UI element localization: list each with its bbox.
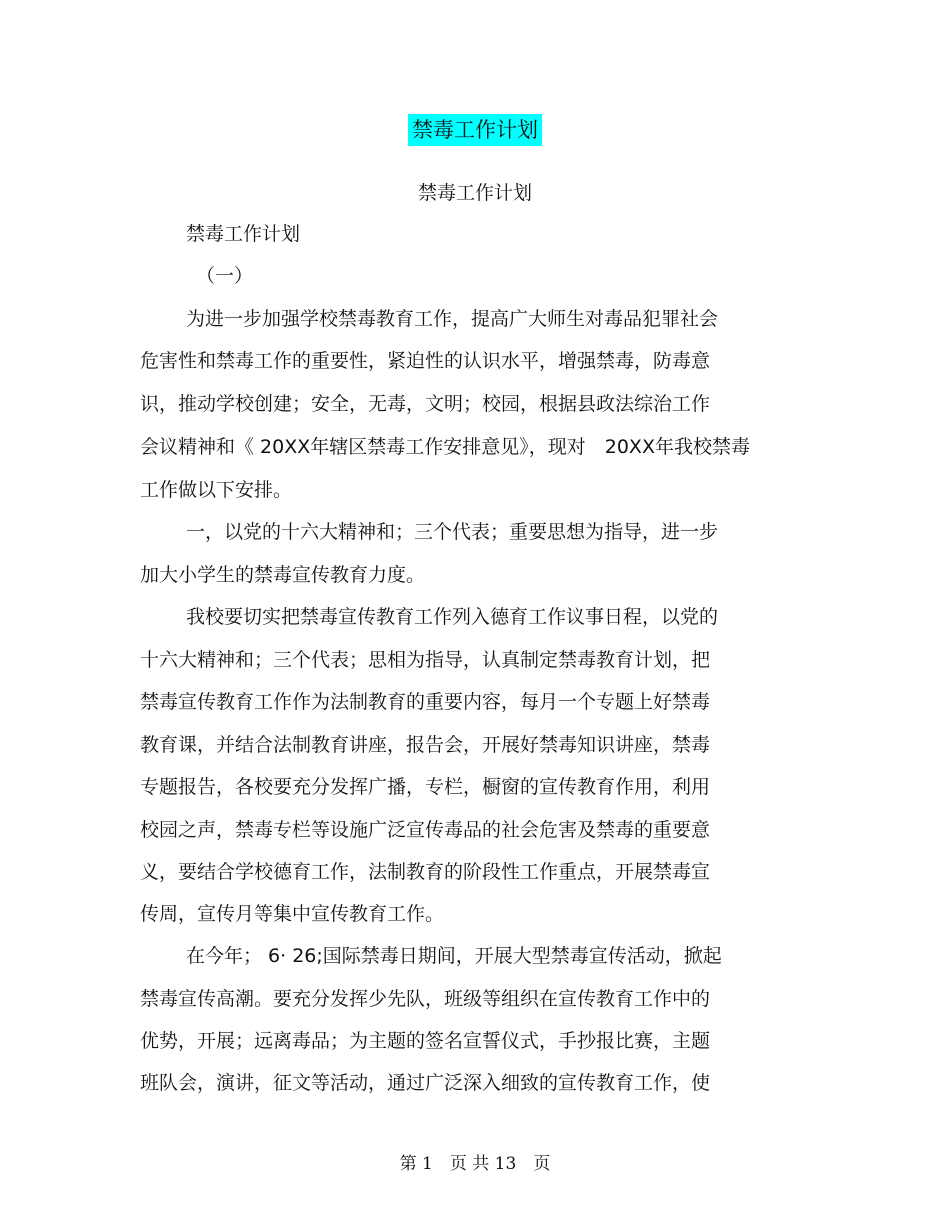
heading-line: 禁毒工作计划 — [186, 223, 301, 245]
paragraph-line: 在今年； 6· 26;国际禁毒日期间，开展大型禁毒宣传活动，掀起 — [186, 945, 722, 967]
paragraph-line: 教育课，并结合法制教育讲座，报告会，开展好禁毒知识讲座，禁毒 — [140, 734, 711, 756]
document-subtitle: 禁毒工作计划 — [417, 182, 532, 204]
page-footer: 第 1 页 共 13 页 — [399, 1154, 551, 1174]
paragraph-line: 我校要切实把禁毒宣传教育工作列入德育工作议事日程，以党的 — [186, 606, 719, 628]
paragraph-line: 专题报告，各校要充分发挥广播，专栏，橱窗的宣传教育作用，利用 — [140, 776, 711, 798]
paragraph-line: 禁毒宣传教育工作作为法制教育的重要内容，每月一个专题上好禁毒 — [140, 691, 711, 713]
paragraph-line: 识，推动学校创建；安全，无毒，文明；校园，根据县政法综治工作 — [140, 393, 711, 415]
paragraph-line: 工作做以下安排。 — [140, 479, 293, 501]
document-title: 禁毒工作计划 — [408, 114, 542, 146]
paragraph-line: 传周，宣传月等集中宣传教育工作。 — [140, 903, 445, 925]
paragraph-line: 危害性和禁毒工作的重要性，紧迫性的认识水平，增强禁毒，防毒意 — [140, 350, 711, 372]
paragraph-line: 会议精神和《 20XX年辖区禁毒工作安排意见》，现对 20XX年我校禁毒 — [140, 436, 750, 458]
title-wrap — [0, 114, 950, 146]
paragraph-line: 义，要结合学校德育工作，法制教育的阶段性工作重点，开展禁毒宣 — [140, 861, 711, 883]
paragraph-line: 一，以党的十六大精神和；三个代表；重要思想为指导，进一步 — [186, 521, 719, 543]
paragraph-line: 班队会，演讲，征文等活动，通过广泛深入细致的宣传教育工作，使 — [140, 1072, 711, 1094]
paragraph-line: 优势，开展；远离毒品；为主题的签名宣誓仪式，手抄报比赛，主题 — [140, 1030, 711, 1052]
paragraph-line: 为进一步加强学校禁毒教育工作，提高广大师生对毒品犯罪社会 — [186, 308, 719, 330]
paragraph-line: 禁毒宣传高潮。要充分发挥少先队，班级等组织在宣传教育工作中的 — [140, 988, 711, 1010]
paragraph-line: 加大小学生的禁毒宣传教育力度。 — [140, 564, 426, 586]
section-number: （一） — [196, 265, 254, 287]
paragraph-line: 校园之声，禁毒专栏等设施广泛宣传毒品的社会危害及禁毒的重要意 — [140, 819, 711, 841]
paragraph-line: 十六大精神和；三个代表；思相为指导，认真制定禁毒教育计划，把 — [140, 649, 711, 671]
